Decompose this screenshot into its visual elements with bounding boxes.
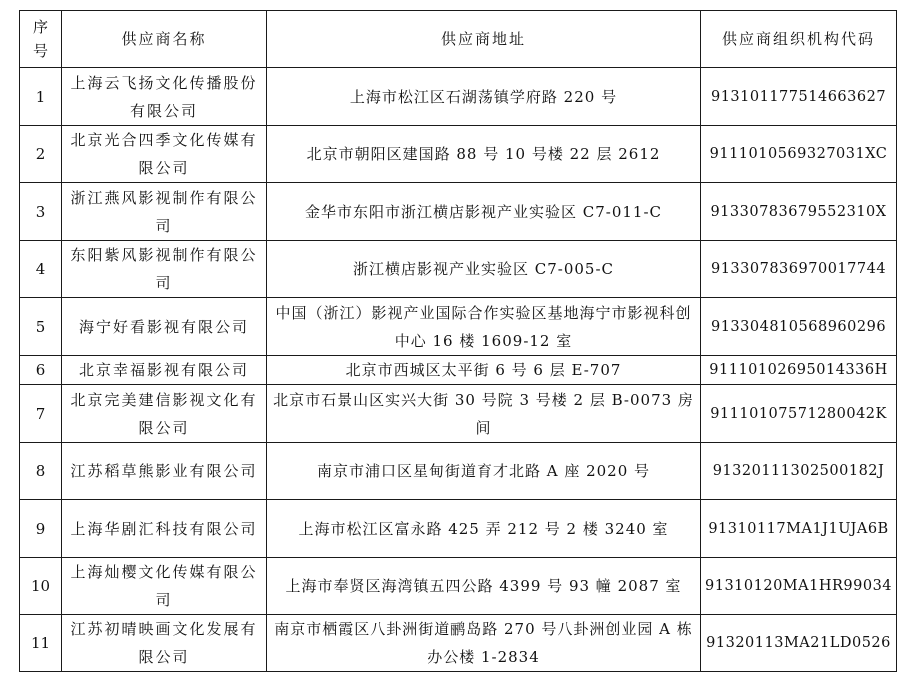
table-row: [20, 385, 897, 443]
row-number: 8: [20, 443, 62, 500]
supplier-name: 江苏初晴映画文化发展有限公司: [62, 615, 267, 672]
table-row: [20, 615, 897, 672]
supplier-address: 上海市松江区石湖荡镇学府路 220 号: [267, 68, 701, 126]
table-row: [20, 68, 897, 126]
table-row: [20, 500, 897, 558]
supplier-name: 北京完美建信影视文化有限公司: [62, 385, 267, 443]
supplier-code: 91310117MA1J1UJA6B: [701, 500, 897, 558]
supplier-address: 北京市朝阳区建国路 88 号 10 号楼 22 层 2612: [267, 126, 701, 183]
supplier-address: 北京市西城区太平街 6 号 6 层 E-707: [267, 356, 701, 385]
row-number: 7: [20, 385, 62, 443]
supplier-code: 91310120MA1HR99034: [701, 558, 897, 615]
supplier-address: 上海市松江区富永路 425 弄 212 号 2 楼 3240 室: [267, 500, 701, 558]
supplier-address: 浙江横店影视产业实验区 C7-005-C: [267, 241, 701, 298]
row-number: 5: [20, 298, 62, 356]
supplier-code: 91320111302500182J: [701, 443, 897, 500]
supplier-code: 91320113MA21LD0526: [701, 615, 897, 672]
table-row: [20, 356, 897, 385]
supplier-code: 91110102695014336H: [701, 356, 897, 385]
header-no-line1: 序: [32, 18, 48, 36]
supplier-address: 上海市奉贤区海湾镇五四公路 4399 号 93 幢 2087 室: [267, 558, 701, 615]
supplier-table-container: [19, 10, 897, 672]
row-number: 11: [20, 615, 62, 672]
supplier-name: 上海灿樱文化传媒有限公司: [62, 558, 267, 615]
row-number: 10: [20, 558, 62, 615]
supplier-address: 北京市石景山区实兴大街 30 号院 3 号楼 2 层 B-0073 房间: [267, 385, 701, 443]
supplier-address: 中国（浙江）影视产业国际合作实验区基地海宁市影视科创中心 16 楼 1609-12 室: [267, 298, 701, 356]
supplier-address: 金华市东阳市浙江横店影视产业实验区 C7-011-C: [267, 183, 701, 241]
row-number: 2: [20, 126, 62, 183]
table-row: [20, 298, 897, 356]
supplier-address: 南京市浦口区星甸街道育才北路 A 座 2020 号: [267, 443, 701, 500]
header-name: 供应商名称: [62, 11, 267, 68]
supplier-code: 913304810568960296: [701, 298, 897, 356]
supplier-name: 北京幸福影视有限公司: [62, 356, 267, 385]
supplier-code: 9111010569327031XC: [701, 126, 897, 183]
supplier-name: 东阳紫风影视制作有限公司: [62, 241, 267, 298]
header-code: 供应商组织机构代码: [701, 11, 897, 68]
supplier-name: 上海云飞扬文化传播股份有限公司: [62, 68, 267, 126]
supplier-address: 南京市栖霞区八卦洲街道鹂岛路 270 号八卦洲创业园 A 栋办公楼 1-2834: [267, 615, 701, 672]
header-no: [20, 11, 62, 68]
table-row: [20, 183, 897, 241]
supplier-name: 江苏稻草熊影业有限公司: [62, 443, 267, 500]
table-row: [20, 443, 897, 500]
row-number: 9: [20, 500, 62, 558]
header-address: 供应商地址: [267, 11, 701, 68]
row-number: 6: [20, 356, 62, 385]
row-number: 4: [20, 241, 62, 298]
supplier-table: [19, 10, 897, 672]
table-row: [20, 241, 897, 298]
supplier-code: 91110107571280042K: [701, 385, 897, 443]
supplier-name: 上海华剧汇科技有限公司: [62, 500, 267, 558]
table-row: [20, 558, 897, 615]
supplier-code: 91330783679552310X: [701, 183, 897, 241]
supplier-code: 913101177514663627: [701, 68, 897, 126]
supplier-name: 浙江燕风影视制作有限公司: [62, 183, 267, 241]
supplier-name: 北京光合四季文化传媒有限公司: [62, 126, 267, 183]
supplier-code: 913307836970017744: [701, 241, 897, 298]
header-no-line2: 号: [32, 42, 48, 60]
table-row: [20, 126, 897, 183]
header-row: [20, 11, 897, 68]
row-number: 3: [20, 183, 62, 241]
supplier-name: 海宁好看影视有限公司: [62, 298, 267, 356]
row-number: 1: [20, 68, 62, 126]
